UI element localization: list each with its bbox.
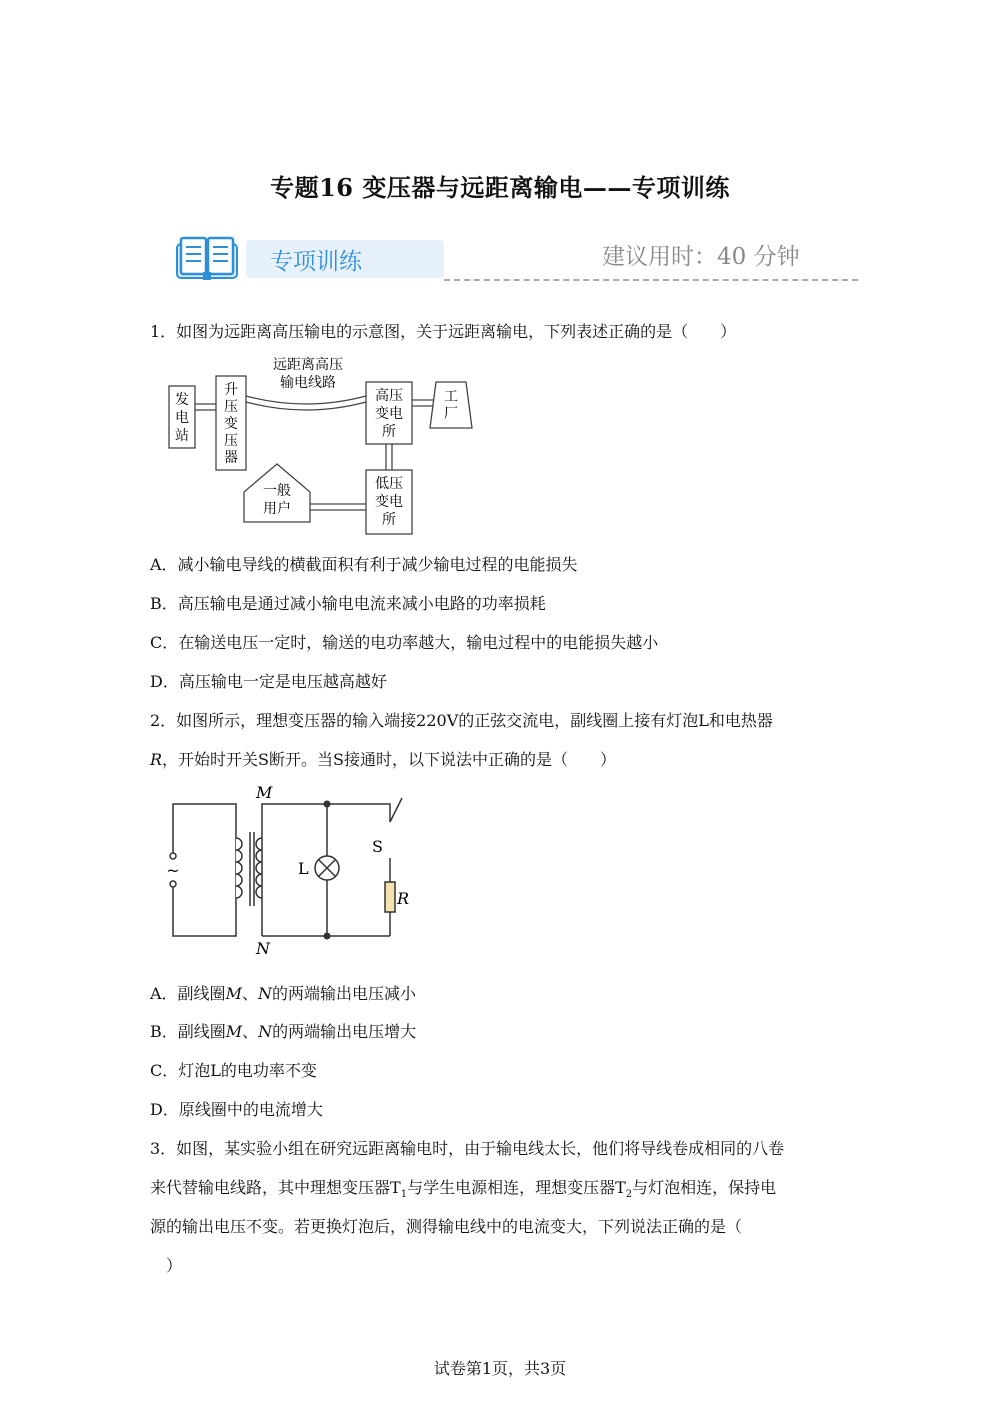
- secondary-coil: [256, 838, 262, 898]
- q3-line4: ）: [166, 1256, 183, 1275]
- station-char: 站: [175, 428, 189, 444]
- q2-option-d: D．原线圈中的电流增大: [150, 1100, 323, 1119]
- q2-option-b: [150, 1022, 416, 1042]
- banner-label: 专项训练: [270, 249, 362, 275]
- resistor-symbol: [385, 882, 395, 912]
- option-text: B．副线圈: [150, 1022, 226, 1041]
- page-footer: 试卷第1页，共3页: [433, 1359, 567, 1378]
- symbol-m: M: [225, 1022, 243, 1041]
- q2-stem-line2: [150, 750, 616, 770]
- suggested-time: 建议用时：40 分钟: [602, 244, 800, 270]
- station-char: 电: [175, 410, 189, 426]
- label-switch: S: [372, 837, 383, 856]
- lv-char: 所: [382, 512, 396, 528]
- users-char: 一般: [263, 483, 291, 499]
- page-title: 专题16 变压器与远距离输电——专项训练: [270, 173, 730, 202]
- q1-option-a: A．减小输电导线的横截面积有利于减少输电过程的电能损失: [150, 555, 578, 574]
- line-label: 输电线路: [280, 375, 336, 391]
- q2-option-c: C．灯泡L的电功率不变: [150, 1061, 317, 1080]
- q3-text: 与灯泡相连，保持电: [632, 1178, 777, 1197]
- ac-source-symbol: ~: [166, 861, 180, 880]
- symbol-n: N: [257, 984, 272, 1003]
- step-up-char: 器: [224, 450, 238, 466]
- step-up-char: 升: [224, 382, 238, 398]
- q1-option-c: C．在输送电压一定时，输送的电功率越大，输电过程中的电能损失越小: [150, 633, 659, 652]
- book-icon: [175, 234, 239, 282]
- step-up-char: 变: [224, 416, 238, 432]
- q2-stem-line1: 2．如图所示，理想变压器的输入端接220V的正弦交流电，副线圈上接有灯泡L和电热器: [150, 711, 773, 730]
- q3-line3: 源的输出电压不变。若更换灯泡后，测得输电线中的电流变大，下列说法正确的是（: [150, 1217, 743, 1236]
- option-text: 的两端输出电压增大: [272, 1022, 417, 1041]
- option-text: A．副线圈: [150, 984, 226, 1003]
- primary-coil: [236, 838, 242, 898]
- hv-char: 高压: [375, 388, 403, 404]
- q1-option-b: B．高压输电是通过减小输电电流来减小电路的功率损耗: [150, 594, 546, 613]
- q2-option-a: [150, 984, 416, 1004]
- step-up-char: 压: [224, 399, 238, 415]
- subscript: 1: [400, 1189, 408, 1201]
- option-text: 的两端输出电压减小: [271, 984, 416, 1003]
- symbol-m: M: [225, 984, 242, 1003]
- q2-stem-text: ，开始时开关S断开。当S接通时，以下说法中正确的是（ ）: [162, 750, 616, 769]
- q3-text: 与学生电源相连，理想变压器T: [407, 1178, 626, 1197]
- lv-char: 变电: [375, 494, 403, 510]
- option-text: 、: [241, 984, 258, 1003]
- station-char: 发: [175, 392, 189, 408]
- label-resistor: R: [397, 889, 410, 908]
- label-lamp: L: [298, 859, 309, 878]
- q3-text: 来代替输电线路，其中理想变压器T: [150, 1178, 401, 1197]
- label-n: N: [256, 939, 270, 958]
- factory-char: 厂: [444, 406, 458, 422]
- q2-circuit-diagram: [160, 780, 430, 960]
- banner-divider: [444, 279, 858, 281]
- hv-char: 所: [382, 424, 396, 440]
- factory-char: 工: [444, 389, 458, 405]
- symbol-n: N: [258, 1022, 273, 1041]
- q1-stem: 1．如图为远距离高压输电的示意图，关于远距离输电，下列表述正确的是（ ）: [150, 322, 737, 341]
- q1-power-diagram: [160, 352, 480, 542]
- label-m: M: [256, 783, 273, 802]
- option-text: 、: [242, 1022, 259, 1041]
- q3-line2: [150, 1178, 776, 1205]
- users-char: 用户: [263, 501, 291, 517]
- step-up-char: 压: [224, 433, 238, 449]
- line-label: 远距离高压: [273, 357, 343, 373]
- q3-line1: 3．如图，某实验小组在研究远距离输电时，由于输电线太长，他们将导线卷成相同的八卷: [150, 1139, 785, 1158]
- hv-char: 变电: [375, 406, 403, 422]
- resistor-symbol: R: [150, 750, 163, 769]
- lv-char: 低压: [375, 476, 403, 492]
- subscript: 2: [625, 1189, 633, 1201]
- switch-blade: [390, 798, 402, 822]
- q1-option-d: D．高压输电一定是电压越高越好: [150, 672, 387, 691]
